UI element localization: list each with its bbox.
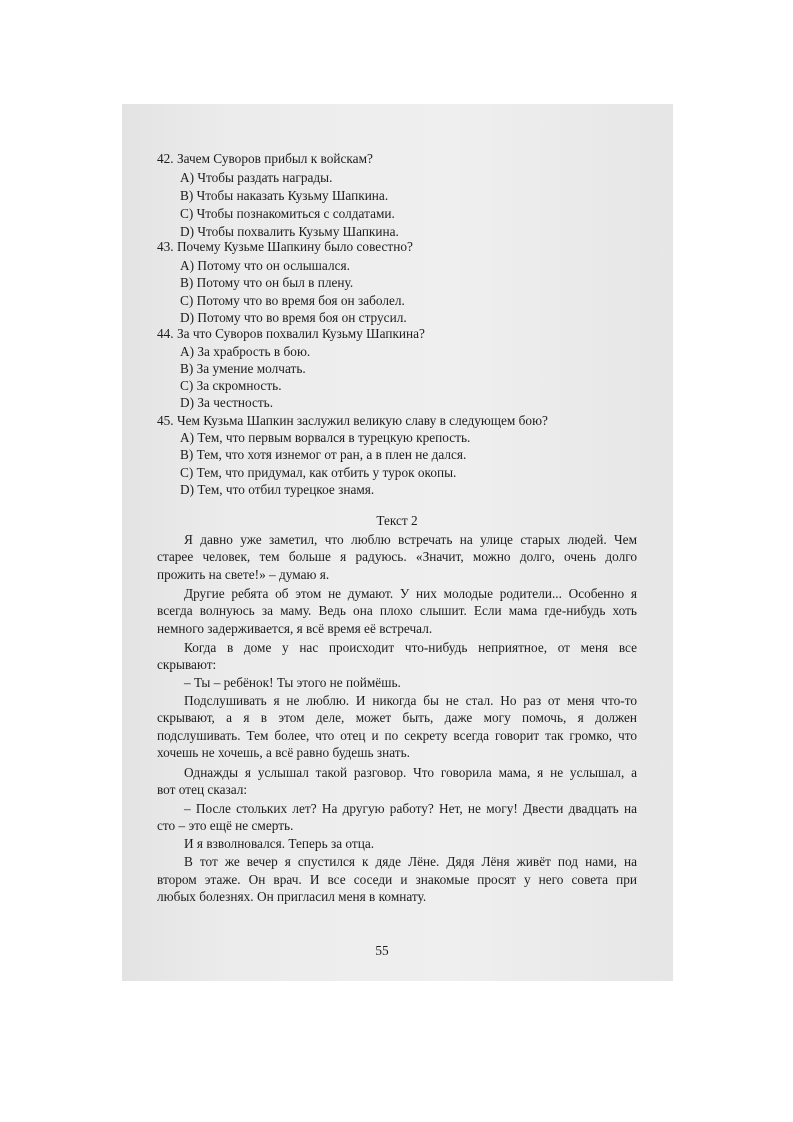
paragraph-line: скрывают, а я в этом деле, может быть, даже могу помочь, я должен bbox=[157, 710, 637, 725]
question-42: 42. Зачем Суворов прибыл к войскам? bbox=[157, 151, 373, 166]
answer-option: B) Тем, что хотя изнемог от ран, а в плен не дался. bbox=[180, 447, 467, 462]
paragraph-line: сто – это ещё не смерть. bbox=[157, 818, 294, 833]
paragraph-line: немного задерживается, я всё время её встречал. bbox=[157, 621, 433, 636]
answer-option: D) Потому что во время боя он струсил. bbox=[180, 310, 407, 325]
answer-option: A) Потому что он ослышался. bbox=[180, 258, 350, 273]
paragraph-line: И я взволновался. Теперь за отца. bbox=[184, 836, 375, 851]
paragraph-line: вот отец сказал: bbox=[157, 782, 248, 797]
paragraph-line: Однажды я услышал такой разговор. Что говорила мама, я не услышал, а bbox=[184, 765, 637, 780]
paragraph-line: скрывают: bbox=[157, 657, 217, 672]
paragraph-line: Я давно уже заметил, что люблю встречать на улице старых людей. Чем bbox=[184, 532, 637, 547]
answer-option: B) Потому что он был в плену. bbox=[180, 275, 354, 290]
page-number: 55 bbox=[375, 943, 389, 958]
paragraph-line: подслушивать. Тем более, что отец и по секрету всегда говорит так громко, что bbox=[157, 728, 637, 743]
answer-option: A) За храбрость в бою. bbox=[180, 344, 311, 359]
paragraph-line: хочешь не хочешь, а всё равно будешь знать. bbox=[157, 745, 410, 760]
answer-option: A) Чтобы раздать награды. bbox=[180, 170, 333, 185]
text-title: Текст 2 bbox=[376, 513, 418, 528]
answer-option: D) Чтобы похвалить Кузьму Шапкина. bbox=[180, 224, 399, 239]
paragraph-line: прожить на свете!» – думаю я. bbox=[157, 567, 330, 582]
paragraph-line: В тот же вечер я спустился к дяде Лёне. Дядя Лёня живёт под нами, на bbox=[184, 854, 637, 869]
answer-option: D) Тем, что отбил турецкое знамя. bbox=[180, 482, 375, 497]
answer-option: B) За умение молчать. bbox=[180, 361, 306, 376]
answer-option: C) Чтобы познакомиться с солдатами. bbox=[180, 206, 395, 221]
paragraph-line: Другие ребята об этом не думают. У них молодые родители... Особенно я bbox=[184, 586, 637, 601]
paragraph-line: всегда волнуюсь за маму. Ведь она плохо слышит. Если мама где-нибудь хоть bbox=[157, 603, 637, 618]
answer-option: C) Потому что во время боя он заболел. bbox=[180, 293, 405, 308]
answer-option: D) За честность. bbox=[180, 395, 274, 410]
paragraph-line: старее человек, тем больше я радуюсь. «Значит, можно долго, очень долго bbox=[157, 549, 637, 564]
answer-option: B) Чтобы наказать Кузьму Шапкина. bbox=[180, 188, 389, 203]
paragraph-line: Подслушивать я не люблю. И никогда бы не стал. Но раз от меня что-то bbox=[184, 693, 637, 708]
question-45: 45. Чем Кузьма Шапкин заслужил великую славу в следующем бою? bbox=[157, 413, 548, 428]
scanned-page bbox=[122, 104, 673, 981]
answer-option: C) Тем, что придумал, как отбить у турок окопы. bbox=[180, 465, 457, 480]
paragraph-line: Когда в доме у нас происходит что-нибудь неприятное, от меня все bbox=[184, 640, 637, 655]
answer-option: C) За скромность. bbox=[180, 378, 282, 393]
paragraph-line: – После стольких лет? На другую работу? Нет, не могу! Двести двадцать на bbox=[184, 801, 637, 816]
question-43: 43. Почему Кузьме Шапкину было совестно? bbox=[157, 239, 413, 254]
question-44: 44. За что Суворов похвалил Кузьму Шапкина? bbox=[157, 326, 425, 341]
paragraph-line: – Ты – ребёнок! Ты этого не поймёшь. bbox=[184, 675, 401, 690]
paragraph-line: любых болезнях. Он пригласил меня в комнату. bbox=[157, 889, 427, 904]
paragraph-line: втором этаже. Он врач. И все соседи и знакомые просят у него совета при bbox=[157, 872, 637, 887]
answer-option: A) Тем, что первым ворвался в турецкую крепость. bbox=[180, 430, 471, 445]
